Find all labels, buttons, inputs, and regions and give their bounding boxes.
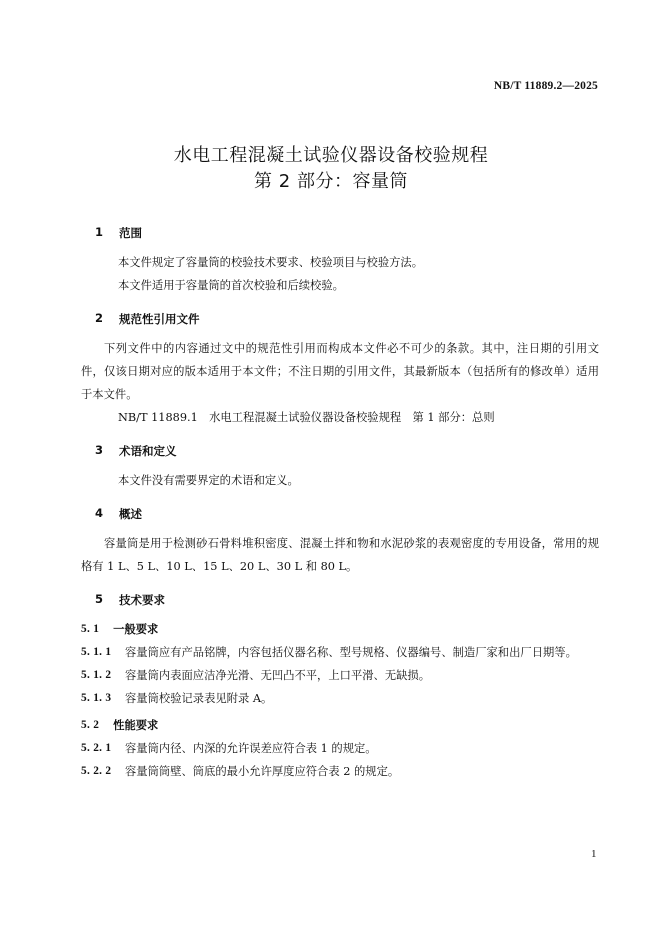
clause-5-2-2 bbox=[81, 760, 599, 783]
paragraph: 本文件适用于容量筒的首次校验和后续校验。 bbox=[118, 279, 344, 292]
normative-reference: NB/T 11889.1 水电工程混凝土试验仪器设备校验规程 第 1 部分：总则 bbox=[118, 411, 495, 424]
subsection-number: 5. 2 bbox=[81, 719, 100, 731]
page-number: 1 bbox=[591, 848, 597, 860]
section-5-heading bbox=[95, 592, 599, 608]
clause-number: 5. 1. 2 bbox=[81, 669, 112, 681]
section-title: 技术要求 bbox=[119, 593, 166, 607]
clause-text: 容量筒校验记录表见附录 A。 bbox=[125, 692, 273, 705]
section-number: 5 bbox=[95, 592, 104, 606]
document-body bbox=[81, 225, 599, 783]
paragraph: 本文件规定了容量筒的校验技术要求、校验项目与校验方法。 bbox=[118, 256, 424, 269]
section-number: 4 bbox=[95, 506, 104, 520]
section-title: 范围 bbox=[119, 226, 143, 240]
clause-5-1-2 bbox=[81, 664, 599, 687]
title-line-2: 第 2 部分：容量筒 bbox=[254, 171, 408, 192]
subsection-5-1-heading bbox=[81, 618, 599, 641]
section-title: 规范性引用文件 bbox=[119, 312, 200, 326]
section-number: 3 bbox=[95, 443, 104, 457]
clause-number: 5. 1. 1 bbox=[81, 646, 112, 658]
subsection-title: 一般要求 bbox=[113, 623, 159, 636]
clause-text: 容量筒筒壁、筒底的最小允许厚度应符合表 2 的规定。 bbox=[125, 765, 400, 778]
clause-number: 5. 1. 3 bbox=[81, 692, 112, 704]
subsection-title: 性能要求 bbox=[113, 719, 159, 732]
clause-text: 容量筒内表面应洁净光滑、无凹凸不平，上口平滑、无缺损。 bbox=[125, 669, 431, 682]
section-2-heading bbox=[95, 311, 599, 327]
clause-5-1-3 bbox=[81, 687, 599, 710]
clause-number: 5. 2. 1 bbox=[81, 742, 112, 754]
section-title: 术语和定义 bbox=[119, 444, 177, 458]
document-title bbox=[0, 143, 662, 195]
section-title: 概述 bbox=[119, 507, 143, 521]
paragraph: 下列文件中的内容通过文中的规范性引用而构成本文件必不可少的条款。其中，注日期的引用文件，仅该日期对应的版本适用于本文件；不注日期的引用文件，其最新版本（包括所有的修改单）适用于本文件。 bbox=[81, 342, 599, 401]
paragraph: 容量筒是用于检测砂石骨料堆积密度、混凝土拌和物和水泥砂浆的表观密度的专用设备，常用的规格有 1 L、5 L、10 L、15 L、20 L、30 L 和 80 L。 bbox=[81, 537, 599, 573]
title-line-1: 水电工程混凝土试验仪器设备校验规程 bbox=[173, 145, 489, 166]
paragraph: 本文件没有需要界定的术语和定义。 bbox=[118, 474, 299, 487]
clause-5-2-1 bbox=[81, 737, 599, 760]
clause-text: 容量筒内径、内深的允许误差应符合表 1 的规定。 bbox=[125, 742, 377, 755]
clause-number: 5. 2. 2 bbox=[81, 765, 112, 777]
clause-text: 容量筒应有产品铭牌，内容包括仪器名称、型号规格、仪器编号、制造厂家和出厂日期等。 bbox=[125, 646, 577, 659]
section-1-heading bbox=[95, 225, 599, 241]
standard-code-header: NB/T 11889.2—2025 bbox=[493, 80, 598, 92]
section-4-heading bbox=[95, 506, 599, 522]
subsection-number: 5. 1 bbox=[81, 623, 100, 635]
section-number: 2 bbox=[95, 311, 104, 325]
clause-5-1-1 bbox=[81, 641, 599, 664]
section-number: 1 bbox=[95, 225, 104, 239]
section-3-heading bbox=[95, 443, 599, 459]
subsection-5-2-heading bbox=[81, 714, 599, 737]
